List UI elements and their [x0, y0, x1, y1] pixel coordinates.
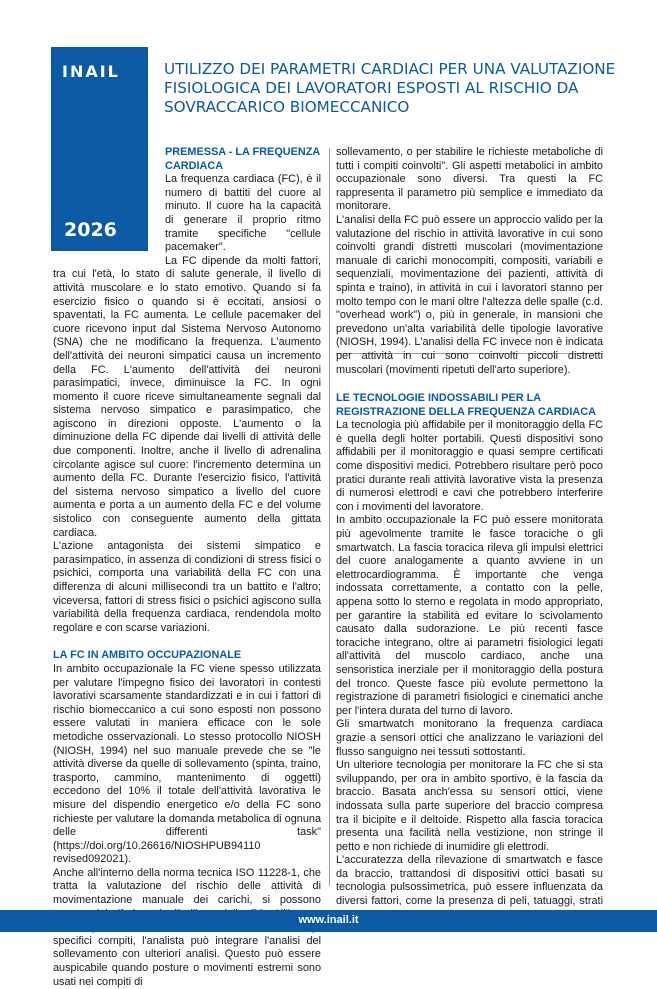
left-column	[53, 146, 321, 989]
section-heading-premessa: PREMESSA - LA FREQUENZA CARDIACA	[165, 146, 320, 172]
paragraph: L'analisi della FC può essere un approccio valido per la valutazione del rischio in attività lavorative in cui sono coinvolti grandi distretti muscolari (movimentazione manuale di carichi monocompiti, compositi, variabili e sequenziali, movimentazione dei pazienti, attività di spinta e traino), in attività in cui i lavoratori stanno per molto tempo con le mani oltre l'altezza delle spalle (c.d. "overhead work") o, più in generale, in mansioni che prevedono un'alta variabilità delle tipologie lavorative (NIOSH, 1994). L'analisi della FC invece non è indicata per attività in cui sono coinvolti piccoli distretti muscolari (movimenti ripetuti dell'arto superiore).	[336, 213, 603, 376]
paragraph: Anche all'interno della norma tecnica ISO 11228-1, che tratta la valutazione del rischio delle attività di movimentazione manuale dei carichi, si possono specifici compiti, l'analista può integrare l'analisi del sollevamento con ulteriori analisi. Questo può essere auspicabile quando posture o movimenti estremi sono usati nei compiti di	[53, 866, 321, 988]
paragraph: La frequenza cardiaca (FC), è il numero di battiti del cuore al minuto. Il cuore ha la capacità di generare il proprio ritmo tramite specifiche "cellule pacemaker".	[165, 173, 321, 254]
section-heading-occupazionale: LA FC IN AMBITO OCCUPAZIONALE	[53, 649, 242, 662]
paragraph: La tecnologia più affidabile per il monitoraggio della FC è quella degli holter portabili. Questi dispositivi sono affidabili per il monitoraggio e quasi sempre certificati come dispositivi medici. Potrebbero risultare però poco pratici durante reali attività lavorative vista la presenza di numerosi elettrodi e cavi che potrebbero interferire con i movimenti del lavoratore.	[336, 419, 603, 513]
paragraph: L'accuratezza della rilevazione di smartwatch e fasce da braccio, trattandosi di dispositivi ottici basati su tecnologia pulsossimetrica, può essere influenzata da diversi fattori, come la presenza di peli, tatuaggi, strati	[336, 854, 603, 908]
publication-year: 2026	[64, 219, 117, 241]
paragraph: La FC dipende da molti fattori, tra cui l'età, lo stato di salute generale, il livello di attività muscolare e lo stato emotivo. Quando si fa esercizio fisico o quando si è eccitati, ansiosi o spaventati, la FC aumenta. Le cellule pacemaker del cuore ricevono input dal Sistema Nervoso Autonomo (SNA) che ne modificano la frequenza. L'aumento dell'attività dei neuroni simpatici causa un incremento della FC. L'aumento dell'attività dei neuroni parasimpatici, invece, diminuisce la FC. In ogni momento il cuore riceve simultaneamente segnali dal sistema nervoso simpatico e parasimpatico, che agiscono in direzioni opposte. L'aumento o la diminuzione della FC dipende dai livelli di attività delle due componenti. Inoltre, anche il livello di adrenalina circolante agisce sul cuore: l'incremento determina un aumento della FC. Durante l'esercizio fisico, l'attività del sistema nervoso simpatico a livello del cuore aumenta e porta a un aumento della FC e del volume sistolico con conseguente aumento della gittata cardiaca.	[53, 254, 321, 539]
paragraph: Un ulteriore tecnologia per monitorare la FC che si sta sviluppando, per ora in ambito sportivo, è la fascia da braccio. Basata anch'essa su sensori ottici, viene indossata sulla parte superiore del braccio compresa tra il bicipite e il deltoide. Rispetto alla fascia toracica presenta una facilità nella vestizione, non stringe il petto e non richiede di inumidire gli elettrodi.	[336, 759, 603, 853]
paragraph: sollevamento, o per stabilire le richieste metaboliche di tutti i compiti coinvolti". Gli aspetti metabolici in ambito occupazionale sono diversi. Tra questi la FC rappresenta il parametro più semplice e immediato da monitorare.	[336, 146, 603, 213]
inail-logo: INAIL	[62, 62, 120, 81]
section-heading-tecnologie: LE TECNOLOGIE INDOSSABILI PER LA REGISTRAZIONE DELLA FREQUENZA CARDIACA	[336, 392, 596, 418]
column-divider	[329, 148, 330, 886]
page-title: UTILIZZO DEI PARAMETRI CARDIACI PER UNA VALUTAZIONE FISIOLOGICA DEI LAVORATORI ESPOSTI AL RISCHIO DA SOVRACCARICO BIOMECCANICO	[164, 60, 616, 116]
paragraph: L'azione antagonista dei sistemi simpatico e parasimpatico, in assenza di condizioni di stress fisici o psichici, comporta una variabilità della FC con una differenza di alcuni millisecondi tra un battito e l'altro; viceversa, fattori di stress fisici o psichici agiscono sulla variabilità della frequenza cardiaca, rendendola molto regolare e con scarse variazioni.	[53, 540, 321, 634]
right-column	[336, 146, 603, 922]
paragraph: In ambito occupazionale la FC viene spesso utilizzata per valutare l'impegno fisico dei lavoratori in contesti lavorativi scarsamente standardizzati e in cui i fattori di rischio biomeccanico a cui sono esposti non possono essere valutati in maniera efficace con le sole metodiche osservazionali. Lo stesso protocollo NIOSH (NIOSH, 1994) nel suo manuale prevede che se "le attività diverse da quelle di sollevamento (spinta, traino, trasporto, cammino, mantenimento di oggetti) eccedono del 10% il totale dell'attività lavorativa le misure del dispendio energetico e/o della FC sono richieste per valutare la domanda metabolica di ognuna delle differenti task" (https://doi.org/10.26616/NIOSHPUB94110 revised092021).	[53, 662, 321, 866]
paragraph: Gli smartwatch monitorano la frequenza cardiaca grazie a sensori ottici che analizzano le variazioni del flusso sanguigno nei tessuti sottostanti.	[336, 718, 603, 758]
footer-url-link[interactable]: www.inail.it	[298, 914, 359, 926]
paragraph: In ambito occupazionale la FC può essere monitorata più agevolmente tramite le fasce toraciche o gli smartwatch. La fascia toracica rileva gli impulsi elettrici del cuore analogamente a quanto avviene in un elettrocardiogramma. È importante che venga indossata correttamente, a contatto con la pelle, appena sotto lo sterno e regolata in modo appropriato, per garantire la stabilità ed evitare lo scivolamento causato dalla sudorazione. Le più recenti fasce toraciche integrano, oltre ai parametri fisiologici legati all'attività del muscolo cardiaco, anche una sensoristica inerziale per il monitoraggio della postura del tronco. Queste fasce più evolute permettono la registrazione di parametri fisiologici e cinematici anche per l'intera durata del turno di lavoro.	[336, 514, 603, 717]
